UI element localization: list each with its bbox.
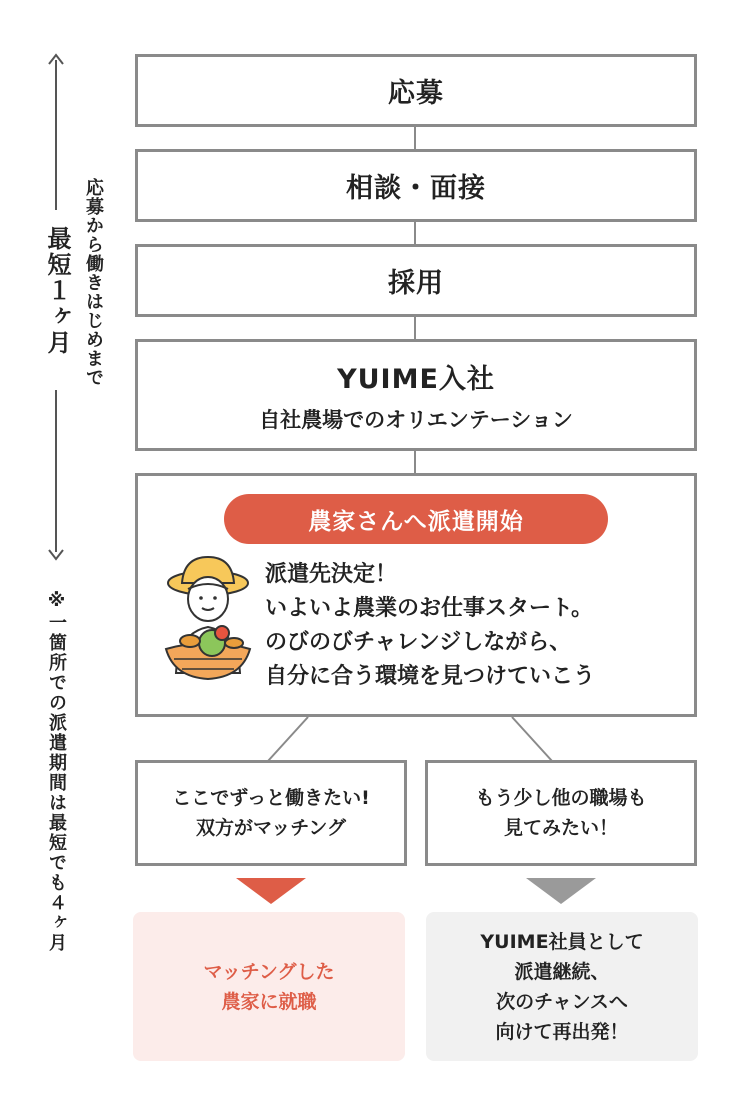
duration-caption: 応募から働きはじめまで [83, 178, 104, 387]
result-line: YUIME社員として [480, 930, 644, 953]
result-continue-dispatch [426, 912, 698, 1061]
farmer-illustration [160, 553, 256, 687]
result-line: 派遣継続、 [514, 960, 610, 983]
duration-value: 最短１ヶ月 [43, 226, 71, 356]
result-employed [133, 912, 405, 1061]
dispatch-line: 自分に合う環境を見つけていこう [265, 664, 596, 689]
connector-line [414, 315, 416, 340]
step-apply [135, 54, 697, 127]
dispatch-line: 派遣先決定！ [265, 562, 398, 587]
triangle-down-icon [236, 878, 306, 904]
branch-lines [0, 715, 750, 765]
choice-line: 双方がマッチング [196, 817, 346, 839]
connector-line [414, 449, 416, 474]
choice-stay [135, 760, 407, 866]
step-title: 応募 [388, 78, 444, 109]
step-subtitle: 自社農場でのオリエンテーション [259, 407, 573, 432]
step-title: 採用 [388, 268, 444, 299]
result-line: 次のチャンスへ [496, 990, 628, 1013]
dispatch-line: いよいよ農業のお仕事スタート。 [265, 596, 594, 621]
step-hire [135, 244, 697, 317]
connector-line [414, 220, 416, 245]
arrow-down-icon [47, 544, 65, 562]
result-line: 向けて再出発！ [495, 1020, 629, 1043]
dispatch-period-note: ※一箇所での派遣期間は最短でも４ヶ月 [46, 590, 67, 953]
dispatch-line: のびのびチャレンジしながら、 [265, 630, 572, 655]
arrow-up-icon [47, 52, 65, 70]
dispatch-description [265, 558, 595, 694]
choice-line: ここでずっと働きたい! [172, 787, 370, 809]
choice-explore [425, 760, 697, 866]
step-join-company [135, 339, 697, 451]
step-title: YUIME入社 [337, 363, 495, 395]
step-interview [135, 149, 697, 222]
result-line: マッチングした [203, 960, 335, 983]
choice-line: 見てみたい！ [503, 817, 618, 839]
dispatch-badge: 農家さんへ派遣開始 [224, 494, 608, 544]
result-line: 農家に就職 [221, 990, 317, 1013]
step-title: 相談・面接 [346, 173, 486, 204]
choice-line: もう少し他の職場も [475, 787, 647, 809]
connector-line [414, 125, 416, 150]
triangle-down-icon [526, 878, 596, 904]
